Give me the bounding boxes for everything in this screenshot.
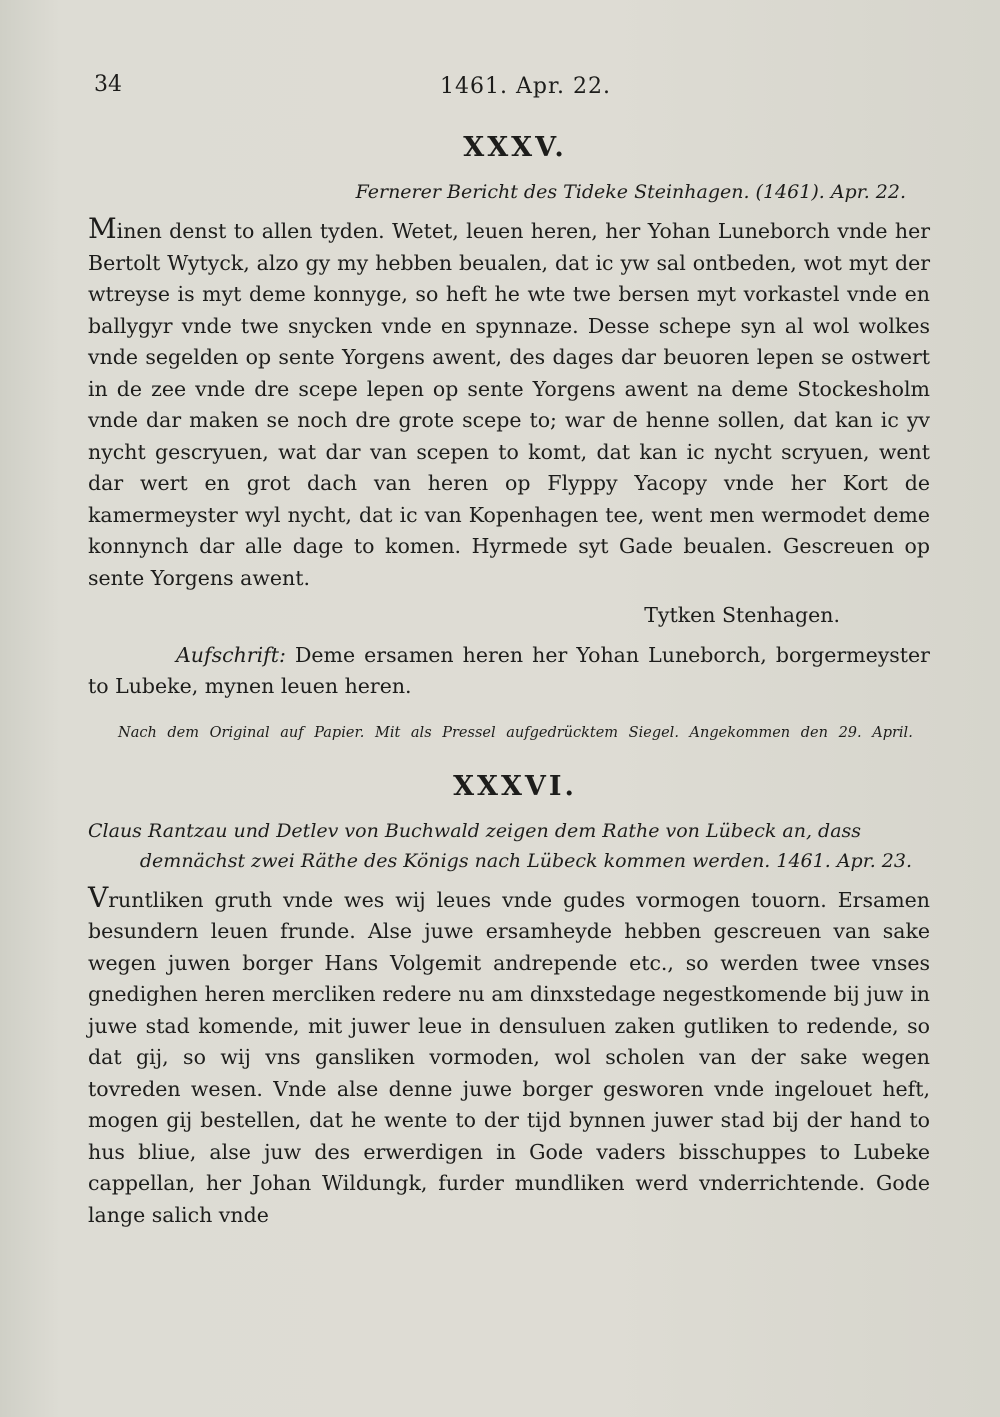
running-head: 1461. Apr. 22.: [440, 74, 612, 99]
document-number: XXXVI.: [453, 770, 577, 802]
document-xxxv: [88, 132, 930, 741]
document-body: [88, 882, 930, 1232]
document-xxxvi: [88, 771, 930, 1232]
address-label: Aufschrift:: [176, 642, 286, 667]
document-title: [88, 816, 912, 876]
document-title: Fernerer Bericht des Tideke Steinhagen. (1461). Apr. 22.: [355, 181, 906, 203]
title-line-2: demnächst zwei Räthe des Königs nach Lübeck kommen werden. 1461. Apr. 23.: [139, 849, 912, 872]
document-body: [88, 213, 930, 594]
page-header: [88, 62, 930, 108]
drop-cap: V: [88, 880, 109, 914]
title-line-1: Claus Rantzau und Detlev von Buchwald zeigen dem Rathe von Lübeck an, dass: [88, 819, 862, 842]
source-note: Nach dem Original auf Papier. Mit als Pressel aufgedrücktem Siegel. Angekommen den 29. April.: [118, 724, 913, 741]
page-number: 34: [94, 72, 122, 97]
document-number: XXXV.: [463, 132, 567, 163]
drop-cap: M: [88, 212, 117, 245]
address-text: Deme ersamen heren her Yohan Luneborch, borgermeyster to Lubeke, mynen leuen heren.: [88, 642, 930, 698]
signature: Tytken Stenhagen.: [644, 603, 840, 627]
body-text: runtliken gruth vnde wes wij leues vnde gudes vormogen touorn. Ersamen besundern leuen frunde. Alse juwe ersamheyde hebben gescreuen van sake wegen juwen borger Hans Volgemit andrepende etc., so werden twee vnses gnedighen heren mercliken redere nu am dinxstedage negestkomende bij juw in juwe stad komende, mit juwer leue in densuluen zaken gutliken to redende, so dat gij, so wij vns gansliken vormoden, wol scholen van der sake wegen tovreden wesen. Vnde alse denne juwe borger gesworen vnde ingelouet heft, mogen gij bestellen, dat he wente to der tijd bynnen juwer stad bij der hand to hus bliue, alse juw des erwerdigen in Gode vaders bisschuppes to Lubeke cappellan, her Johan Wildungk, furder mundliken werd vnderrichtende. Gode lange salich vnde: [88, 887, 930, 1227]
body-text: inen denst to allen tyden. Wetet, leuen heren, her Yohan Luneborch vnde her Bertolt Wytyck, alzo gy my hebben beualen, dat ic yw sal ontbeden, wot myt der wtreyse is myt deme konnyge, so heft he wte twe bersen myt vorkastel vnde en ballygyr vnde twe snycken vnde en spynnaze. Desse schepe syn al wol wolkes vnde segelden op sente Yorgens awent, des dages dar beuoren lepen se ostwert in de zee vnde dre scepe lepen op sente Yorgens awent na deme Stockesholm vnde dar maken se noch dre grote scepe to; war de henne sollen, dat kan ic yv nycht gescryuen, wat dar van scepen to komt, dat kan ic nycht scryuen, went dar wert en grot dach van heren op Flyppy Yacopy vnde her Kort de kamermeyster wyl nycht, dat ic van Kopenhagen tee, went men wermodet deme konnynch dar alle dage to komen. Hyrmede syt Gade beualen. Gescreuen op sente Yorgens awent.: [88, 219, 930, 590]
address: [88, 640, 930, 703]
